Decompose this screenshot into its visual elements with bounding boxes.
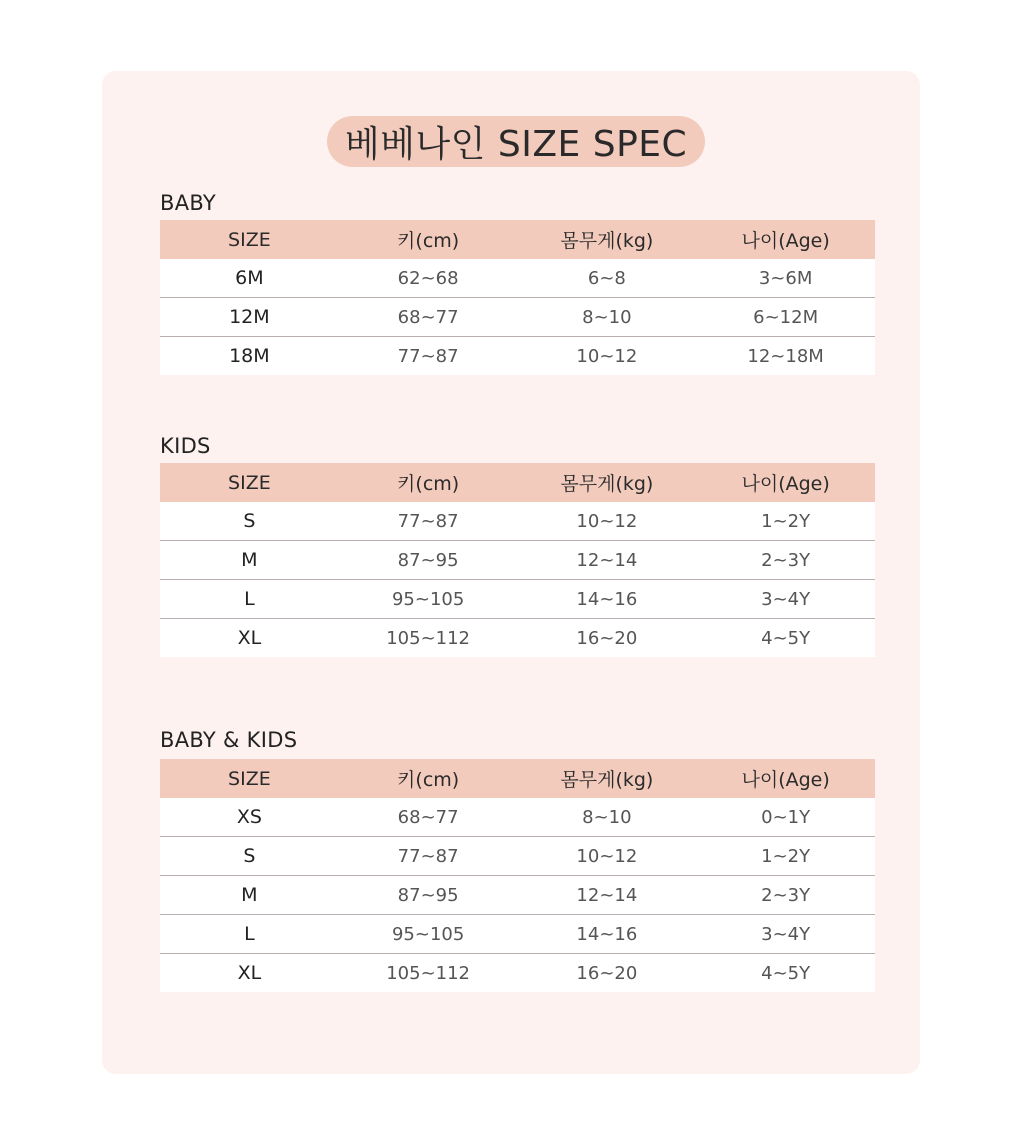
- header-height: 키(cm): [339, 220, 518, 259]
- height-cell: 77~87: [339, 337, 518, 376]
- header-size: SIZE: [160, 759, 339, 798]
- age-cell: 3~4Y: [696, 580, 875, 619]
- table-header-row: [160, 463, 875, 502]
- table-row: [160, 580, 875, 619]
- age-cell: 12~18M: [696, 337, 875, 376]
- header-age: 나이(Age): [696, 759, 875, 798]
- header-size: SIZE: [160, 463, 339, 502]
- weight-cell: 16~20: [518, 954, 697, 993]
- height-cell: 105~112: [339, 619, 518, 658]
- table-row: [160, 619, 875, 658]
- table-row: [160, 837, 875, 876]
- header-height: 키(cm): [339, 759, 518, 798]
- height-cell: 77~87: [339, 837, 518, 876]
- size-cell: M: [160, 541, 339, 580]
- size-cell: 12M: [160, 298, 339, 337]
- weight-cell: 14~16: [518, 915, 697, 954]
- header-weight: 몸무게(kg): [518, 759, 697, 798]
- size-cell: L: [160, 580, 339, 619]
- height-cell: 68~77: [339, 298, 518, 337]
- height-cell: 87~95: [339, 541, 518, 580]
- age-cell: 3~6M: [696, 259, 875, 298]
- table-header-row: [160, 220, 875, 259]
- weight-cell: 10~12: [518, 337, 697, 376]
- age-cell: 3~4Y: [696, 915, 875, 954]
- size-cell: 6M: [160, 259, 339, 298]
- size-cell: M: [160, 876, 339, 915]
- table-row: [160, 541, 875, 580]
- size-table-baby: [160, 220, 875, 375]
- table-row: [160, 298, 875, 337]
- age-cell: 2~3Y: [696, 876, 875, 915]
- header-size: SIZE: [160, 220, 339, 259]
- header-weight: 몸무게(kg): [518, 463, 697, 502]
- header-age: 나이(Age): [696, 463, 875, 502]
- weight-cell: 10~12: [518, 837, 697, 876]
- age-cell: 1~2Y: [696, 502, 875, 541]
- weight-cell: 8~10: [518, 298, 697, 337]
- table-header-row: [160, 759, 875, 798]
- table-row: [160, 798, 875, 837]
- weight-cell: 10~12: [518, 502, 697, 541]
- height-cell: 62~68: [339, 259, 518, 298]
- size-cell: XL: [160, 954, 339, 993]
- height-cell: 95~105: [339, 915, 518, 954]
- height-cell: 105~112: [339, 954, 518, 993]
- page-title: 베베나인 SIZE SPEC: [327, 116, 705, 167]
- age-cell: 4~5Y: [696, 619, 875, 658]
- section-label-baby: BABY: [160, 191, 217, 215]
- header-age: 나이(Age): [696, 220, 875, 259]
- section-label-kids: KIDS: [160, 434, 211, 458]
- table-row: [160, 876, 875, 915]
- table-row: [160, 337, 875, 376]
- table-row: [160, 502, 875, 541]
- age-cell: 2~3Y: [696, 541, 875, 580]
- size-cell: L: [160, 915, 339, 954]
- weight-cell: 12~14: [518, 541, 697, 580]
- weight-cell: 12~14: [518, 876, 697, 915]
- weight-cell: 8~10: [518, 798, 697, 837]
- table-row: [160, 954, 875, 993]
- age-cell: 0~1Y: [696, 798, 875, 837]
- table-row: [160, 259, 875, 298]
- table-row: [160, 915, 875, 954]
- section-label-baby-kids: BABY & KIDS: [160, 728, 298, 752]
- header-height: 키(cm): [339, 463, 518, 502]
- size-cell: 18M: [160, 337, 339, 376]
- age-cell: 6~12M: [696, 298, 875, 337]
- size-table-baby-kids: [160, 759, 875, 992]
- age-cell: 1~2Y: [696, 837, 875, 876]
- height-cell: 68~77: [339, 798, 518, 837]
- height-cell: 77~87: [339, 502, 518, 541]
- height-cell: 95~105: [339, 580, 518, 619]
- height-cell: 87~95: [339, 876, 518, 915]
- size-cell: XL: [160, 619, 339, 658]
- size-cell: XS: [160, 798, 339, 837]
- size-cell: S: [160, 837, 339, 876]
- weight-cell: 14~16: [518, 580, 697, 619]
- age-cell: 4~5Y: [696, 954, 875, 993]
- size-table-kids: [160, 463, 875, 657]
- size-cell: S: [160, 502, 339, 541]
- weight-cell: 16~20: [518, 619, 697, 658]
- weight-cell: 6~8: [518, 259, 697, 298]
- header-weight: 몸무게(kg): [518, 220, 697, 259]
